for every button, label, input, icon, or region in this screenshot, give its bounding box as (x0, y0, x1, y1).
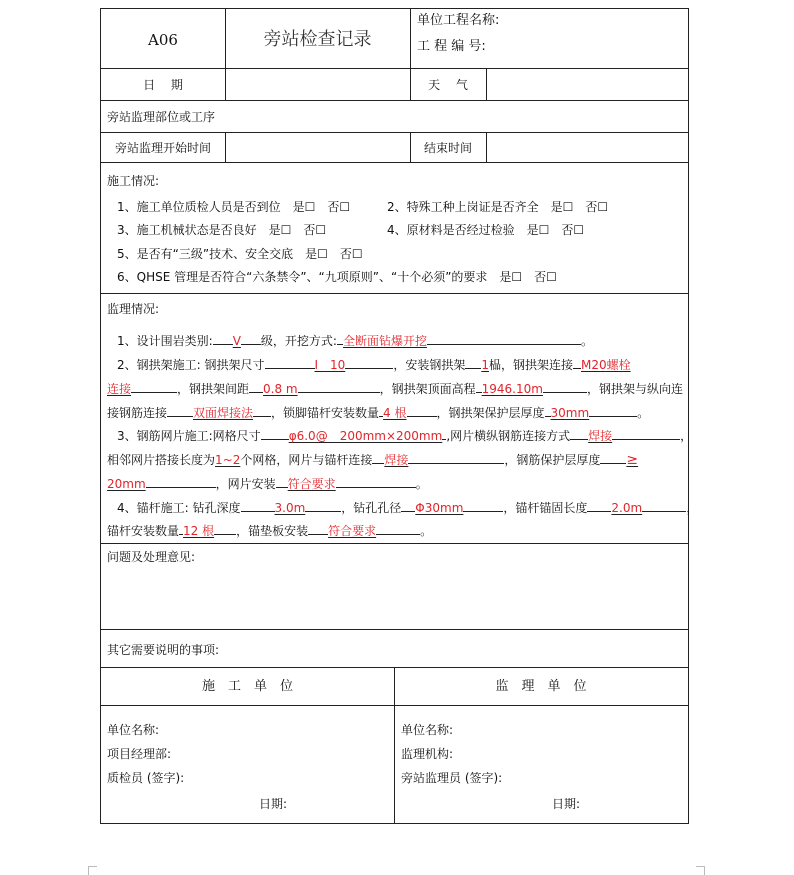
end-time-label: 结束时间 (423, 141, 472, 155)
supervision-unit-title: 监 理 单 位 (495, 679, 587, 694)
rock-class-value: V (232, 334, 241, 348)
drill-depth-value: 3.0m (274, 501, 306, 515)
supervision-heading: 监理情况: (107, 302, 160, 316)
col-divider (486, 68, 487, 100)
inspector-signature-label: 质检员 (签字): (107, 771, 185, 785)
construction-unit-title: 施 工 单 位 (201, 679, 293, 694)
supervisor-signature-label: 旁站监理员 (签字): (401, 771, 503, 785)
arch-elevation-value: 1946.10m (481, 382, 543, 396)
row-divider (101, 132, 688, 133)
supervision-line: 锚杆安装数量 12 根 ，锚垫板安装 符合要求 。 (107, 521, 432, 539)
arch-spacing-value: 0.8 m (263, 382, 298, 396)
date-label: 日 期 (143, 78, 183, 92)
bolt-count-value: 12 根 (183, 524, 215, 538)
construction-date-label: 日期: (259, 797, 288, 811)
supervision-line: 1、设计围岩类别: V 级，开挖方式: 全断面钻爆开挖 。 (117, 331, 593, 349)
supervision-line: 连接 ，钢拱架间距 0.8 m ，钢拱架顶面高程 1946.10m ，钢拱架与纵向连 (107, 379, 683, 397)
arch-cover-value: 30mm (550, 406, 590, 420)
issues-heading: 问题及处理意见: (107, 550, 196, 564)
supervision-line: 3、钢筋网片施工:网格尺寸 φ6.0@ 200mm×200mm ,网片横纵钢筋连接方式 焊接 ， (117, 426, 692, 444)
arch-connection-value: M20螺栓 (580, 358, 631, 372)
supervision-unit-name-label: 单位名称: (401, 723, 454, 737)
col-divider (225, 132, 226, 162)
start-time-label: 旁站监理开始时间 (114, 141, 211, 155)
other-notes-heading: 其它需要说明的事项: (107, 643, 220, 657)
rebar-connection-value: 双面焊接法 (193, 406, 254, 420)
col-divider (225, 68, 226, 100)
project-manager-label: 项目经理部: (107, 747, 172, 761)
drill-diameter-value: Φ30mm (415, 501, 464, 515)
construction-unit-name-label: 单位名称: (107, 723, 160, 737)
mesh-size-value: φ6.0@ 200mm×200mm (288, 429, 443, 443)
mesh-bolt-joint-value: 焊接 (384, 453, 409, 467)
mesh-joint-value: 焊接 (588, 429, 613, 443)
row-divider (101, 100, 688, 101)
construction-item: 6、QHSE 管理是否符合“六条禁令”、“九项原则”、“十个必须”的要求 是☐ 否☐ (117, 270, 557, 284)
supervision-date-label: 日期: (552, 797, 581, 811)
anchor-length-value: 2.0m (611, 501, 643, 515)
lock-bolt-count-value: 4 根 (383, 406, 407, 420)
col-divider (486, 132, 487, 162)
row-divider (101, 293, 688, 294)
excavation-method-value: 全断面钻爆开挖 (342, 334, 427, 348)
row-divider (101, 68, 688, 69)
mesh-lap-value: 1~2 (215, 453, 241, 467)
supervision-line: 2、钢拱架施工: 钢拱架尺寸 I 10 ，安装钢拱架 1榀，钢拱架连接 M20螺栓 (117, 355, 631, 373)
col-divider (410, 9, 411, 68)
construction-item: 4、原材料是否经过检验 是☐ 否☐ (387, 223, 585, 237)
supervision-line: 相邻网片搭接长度为1~2个网格，网片与锚杆连接 焊接 ，钢筋保护层厚度 ≥ (107, 452, 639, 468)
rebar-cover-value: ≥ (626, 452, 639, 468)
page-corner-mark (696, 866, 705, 875)
page-corner-mark (88, 866, 97, 875)
construction-item: 5、是否有“三级”技术、安全交底 是☐ 否☐ (117, 247, 363, 261)
supervision-org-label: 监理机构: (401, 747, 454, 761)
supervision-line: 4、锚杆施工: 钻孔深度 3.0m ，钻孔孔径 Φ30mm ，锚杆锚固长度 2.0m ， (117, 498, 698, 516)
row-divider (101, 543, 688, 544)
mesh-install-value: 符合要求 (287, 477, 336, 491)
project-number-label: 工 程 编 号: (417, 39, 486, 54)
arch-size-value: I 10 (314, 358, 346, 372)
construction-item: 2、特殊工种上岗证是否齐全 是☐ 否☐ (387, 200, 609, 214)
construction-item: 3、施工机械状态是否良好 是☐ 否☐ (117, 223, 327, 237)
row-divider (101, 629, 688, 630)
unit-project-name-label: 单位工程名称: (417, 13, 500, 28)
construction-heading: 施工情况: (107, 174, 160, 188)
bearing-plate-value: 符合要求 (328, 524, 377, 538)
row-divider (101, 162, 688, 163)
supervision-part-label: 旁站监理部位或工序 (107, 110, 216, 124)
weather-label: 天 气 (428, 78, 468, 92)
construction-item: 1、施工单位质检人员是否到位 是☐ 否☐ (117, 200, 351, 214)
form-code: A06 (148, 31, 178, 49)
arch-count-value: 1 (481, 358, 489, 372)
inspection-record-form (100, 8, 699, 824)
supervision-line: 接钢筋连接 双面焊接法 ，锁脚锚杆安装数量 4 根 ，钢拱架保护层厚度 30mm 。 (107, 403, 649, 421)
form-title: 旁站检查记录 (263, 29, 372, 50)
supervision-line: 20mm ，网片安装 符合要求 。 (107, 474, 428, 492)
